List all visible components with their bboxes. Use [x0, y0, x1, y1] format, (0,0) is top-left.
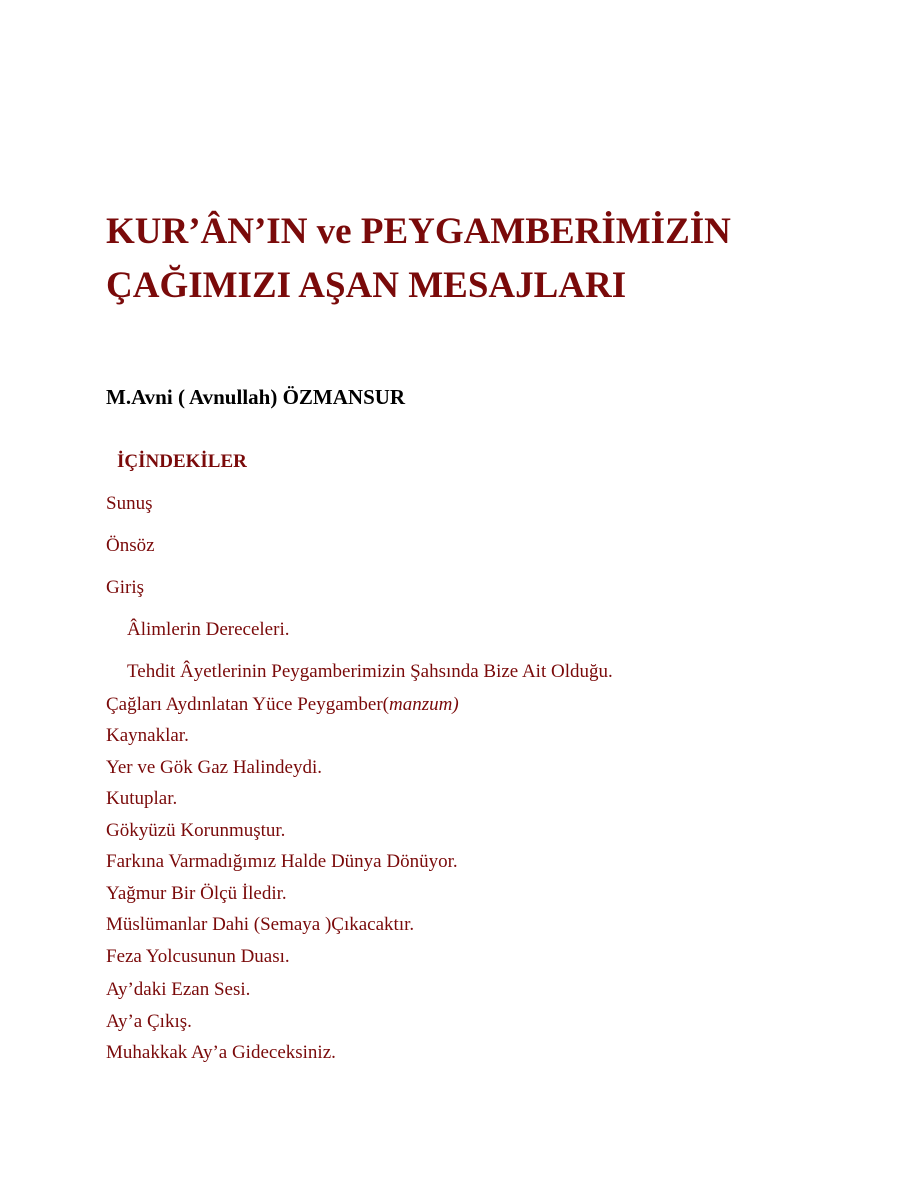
toc-item-yer-ve-gok[interactable]	[106, 757, 322, 779]
toc-item-label: Ay’a Çıkış.	[106, 1011, 192, 1032]
toc-item-caglari-aydinlatan[interactable]	[106, 694, 459, 716]
toc-item-label: Kaynaklar.	[106, 725, 189, 746]
toc-item-aya-cikis[interactable]	[106, 1011, 192, 1033]
toc-item-muslumanlar[interactable]	[106, 914, 414, 936]
toc-item-alimlerin-dereceleri[interactable]	[127, 619, 289, 641]
document-title-line-1: KUR’ÂN’IN ve PEYGAMBERİMİZİN	[106, 211, 731, 252]
toc-item-kutuplar[interactable]	[106, 788, 177, 810]
toc-item-dunya-donuyor[interactable]	[106, 851, 458, 873]
toc-item-label: Müslümanlar Dahi (Semaya )Çıkacaktır.	[106, 914, 415, 935]
toc-item-onsoz[interactable]	[106, 535, 155, 557]
toc-item-giris[interactable]	[106, 577, 144, 599]
toc-item-label: Önsöz	[106, 535, 155, 556]
toc-item-label: Tehdit Âyetlerinin Peygamberimizin Şahsında Bize Ait Olduğu.	[127, 661, 613, 682]
toc-item-yagmur[interactable]	[106, 883, 287, 905]
toc-item-sunus[interactable]	[106, 493, 152, 515]
toc-item-ezan-sesi[interactable]	[106, 979, 250, 1001]
toc-item-tehdit-ayetleri[interactable]	[127, 661, 613, 683]
toc-item-label: Sunuş	[106, 493, 153, 514]
toc-item-label-italic: manzum)	[389, 694, 459, 715]
toc-heading: İÇİNDEKİLER	[117, 451, 247, 472]
toc-item-label: Kutuplar.	[106, 788, 178, 809]
toc-item-label: Çağları Aydınlatan Yüce Peygamber(	[106, 694, 389, 715]
author-name: M.Avni ( Avnullah) ÖZMANSUR	[106, 385, 406, 409]
toc-item-kaynaklar[interactable]	[106, 725, 189, 747]
toc-item-label: Gökyüzü Korunmuştur.	[106, 820, 286, 841]
document-title	[106, 205, 731, 313]
toc-item-label: Âlimlerin Dereceleri.	[127, 619, 290, 640]
toc-item-label: Yağmur Bir Ölçü İledir.	[106, 883, 287, 904]
toc-item-label: Muhakkak Ay’a Gideceksiniz.	[106, 1042, 336, 1063]
toc-item-gokyuzu[interactable]	[106, 820, 285, 842]
toc-item-label: Farkına Varmadığımız Halde Dünya Dönüyor.	[106, 851, 458, 872]
toc-item-feza-yolcusu[interactable]	[106, 946, 290, 968]
toc-item-label: Ay’daki Ezan Sesi.	[106, 979, 251, 1000]
toc-item-label: Feza Yolcusunun Duası.	[106, 946, 290, 967]
toc-item-label: Giriş	[106, 577, 144, 598]
toc-item-label: Yer ve Gök Gaz Halindeydi.	[106, 757, 322, 778]
document-title-line-2: ÇAĞIMIZI AŞAN MESAJLARI	[106, 265, 627, 306]
toc-item-aya-gideceksiniz[interactable]	[106, 1042, 336, 1064]
